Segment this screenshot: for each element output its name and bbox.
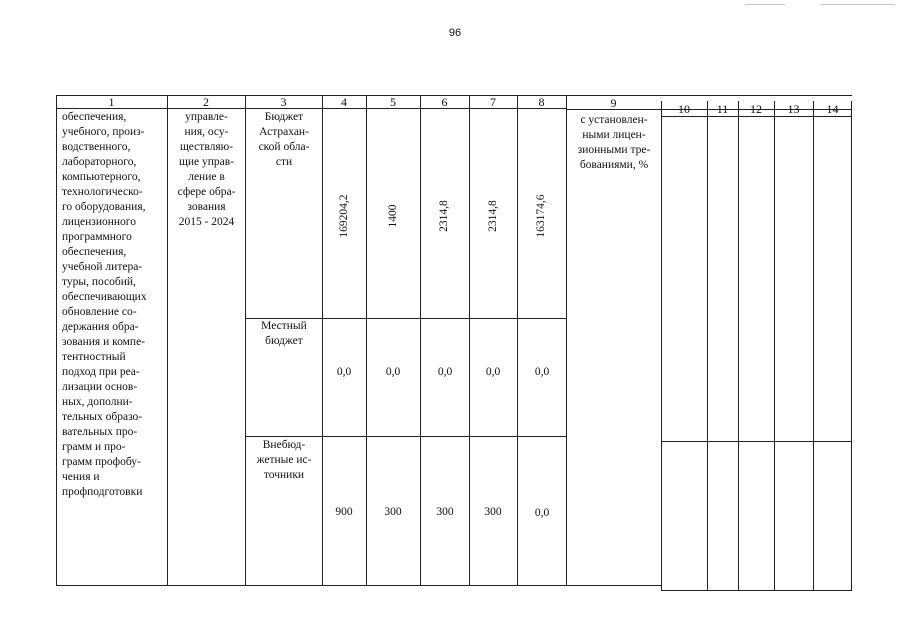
source-regional-budget	[246, 110, 322, 170]
purpose-line: вательных про-	[62, 426, 138, 438]
indicator-line: зионными тре-	[577, 144, 651, 156]
executor-line: управле-	[185, 111, 228, 123]
purpose-line: водственного,	[62, 141, 131, 153]
purpose-line: туры, пособий,	[62, 276, 136, 288]
header-col-4: 4	[341, 95, 347, 109]
purpose-line: обеспечения,	[62, 246, 127, 258]
header-col-9: 9	[610, 96, 617, 110]
source-line: сти	[275, 156, 293, 168]
funding-table	[56, 95, 852, 590]
header-col-3: 3	[280, 95, 287, 109]
executor-line: щие управ-	[178, 156, 234, 168]
purpose-description	[62, 110, 166, 500]
purpose-line: зования и компе-	[62, 336, 146, 348]
executor-line: ния, осу-	[184, 126, 229, 138]
executor-line: ществляю-	[179, 141, 234, 153]
purpose-line: лизации основ-	[62, 381, 138, 393]
executor-line: сфере обра-	[177, 186, 236, 198]
purpose-line: обеспечивающих	[62, 291, 147, 303]
header-col-6: 6	[441, 95, 448, 109]
purpose-line: профподготовки	[62, 486, 143, 498]
header-col-5: 5	[390, 95, 396, 109]
purpose-line: чения и	[62, 471, 100, 483]
local-2018: 0,0	[534, 366, 550, 378]
purpose-line: учебного, произ-	[62, 126, 145, 138]
purpose-line: го оборудования,	[62, 201, 146, 213]
header-col-7: 7	[490, 95, 496, 109]
source-line: Бюджет	[264, 111, 304, 123]
purpose-line: ных, дополни-	[62, 396, 133, 408]
source-line: ской обла-	[258, 141, 310, 153]
local-2016: 0,0	[437, 366, 453, 378]
header-col-10: 10	[678, 102, 690, 116]
header-col-2: 2	[203, 95, 209, 109]
indicator-line: ными лицен-	[582, 129, 646, 141]
local-2015: 0,0	[385, 366, 401, 378]
source-line: бюджет	[265, 335, 303, 347]
purpose-line: обеспечения,	[62, 111, 127, 123]
local-total: 0,0	[336, 366, 352, 378]
source-line: Астрахан-	[259, 126, 309, 138]
executor-line: ление в	[188, 171, 225, 183]
purpose-line: грамм профобу-	[62, 456, 141, 468]
header-col-12: 12	[750, 102, 762, 116]
regional-2015: 1400	[387, 204, 399, 228]
extra-2018: 0,0	[534, 507, 550, 519]
indicator-line: бованиями, %	[579, 159, 649, 171]
purpose-line: грамм и про-	[62, 441, 126, 453]
header-col-1: 1	[108, 95, 115, 109]
extra-2016: 300	[436, 506, 454, 518]
purpose-line: компьютерного,	[62, 171, 141, 183]
extra-total: 900	[335, 506, 353, 518]
page-number: 96	[448, 27, 462, 39]
header-col-8: 8	[538, 95, 545, 109]
header-col-11: 11	[716, 102, 729, 116]
source-local-budget	[246, 319, 322, 349]
regional-2016: 2314,8	[438, 200, 450, 232]
executor-line: зования	[187, 201, 226, 213]
purpose-line: лабораторного,	[62, 156, 137, 168]
local-2017: 0,0	[485, 366, 501, 378]
source-line: Местный	[261, 320, 307, 332]
extra-2017: 300	[484, 506, 502, 518]
purpose-line: тентностный	[62, 351, 126, 363]
extra-2015: 300	[384, 506, 402, 518]
header-col-13: 13	[787, 102, 800, 116]
executor-line: 2015 - 2024	[178, 216, 235, 228]
purpose-line: обновление со-	[62, 306, 137, 318]
source-line: Внебюд-	[262, 439, 306, 451]
purpose-line: тельных образо-	[62, 411, 143, 423]
executors-and-period	[168, 110, 245, 230]
source-extra-budget	[246, 438, 322, 483]
purpose-line: учебной литера-	[62, 261, 143, 273]
purpose-line: держания обра-	[62, 321, 139, 333]
purpose-line: подход при реа-	[62, 366, 140, 378]
indicator-text	[567, 113, 661, 173]
regional-2018: 163174,6	[535, 194, 547, 238]
purpose-line: лицензионного	[62, 216, 136, 228]
source-line: жетные ис-	[256, 454, 312, 466]
indicator-line: с установлен-	[580, 114, 648, 126]
source-line: точники	[263, 469, 305, 481]
purpose-line: технологическо-	[62, 186, 143, 198]
purpose-line: программного	[62, 231, 132, 243]
regional-total: 169204,2	[338, 194, 350, 238]
header-col-14: 14	[826, 102, 839, 116]
regional-2017: 2314,8	[487, 200, 499, 232]
